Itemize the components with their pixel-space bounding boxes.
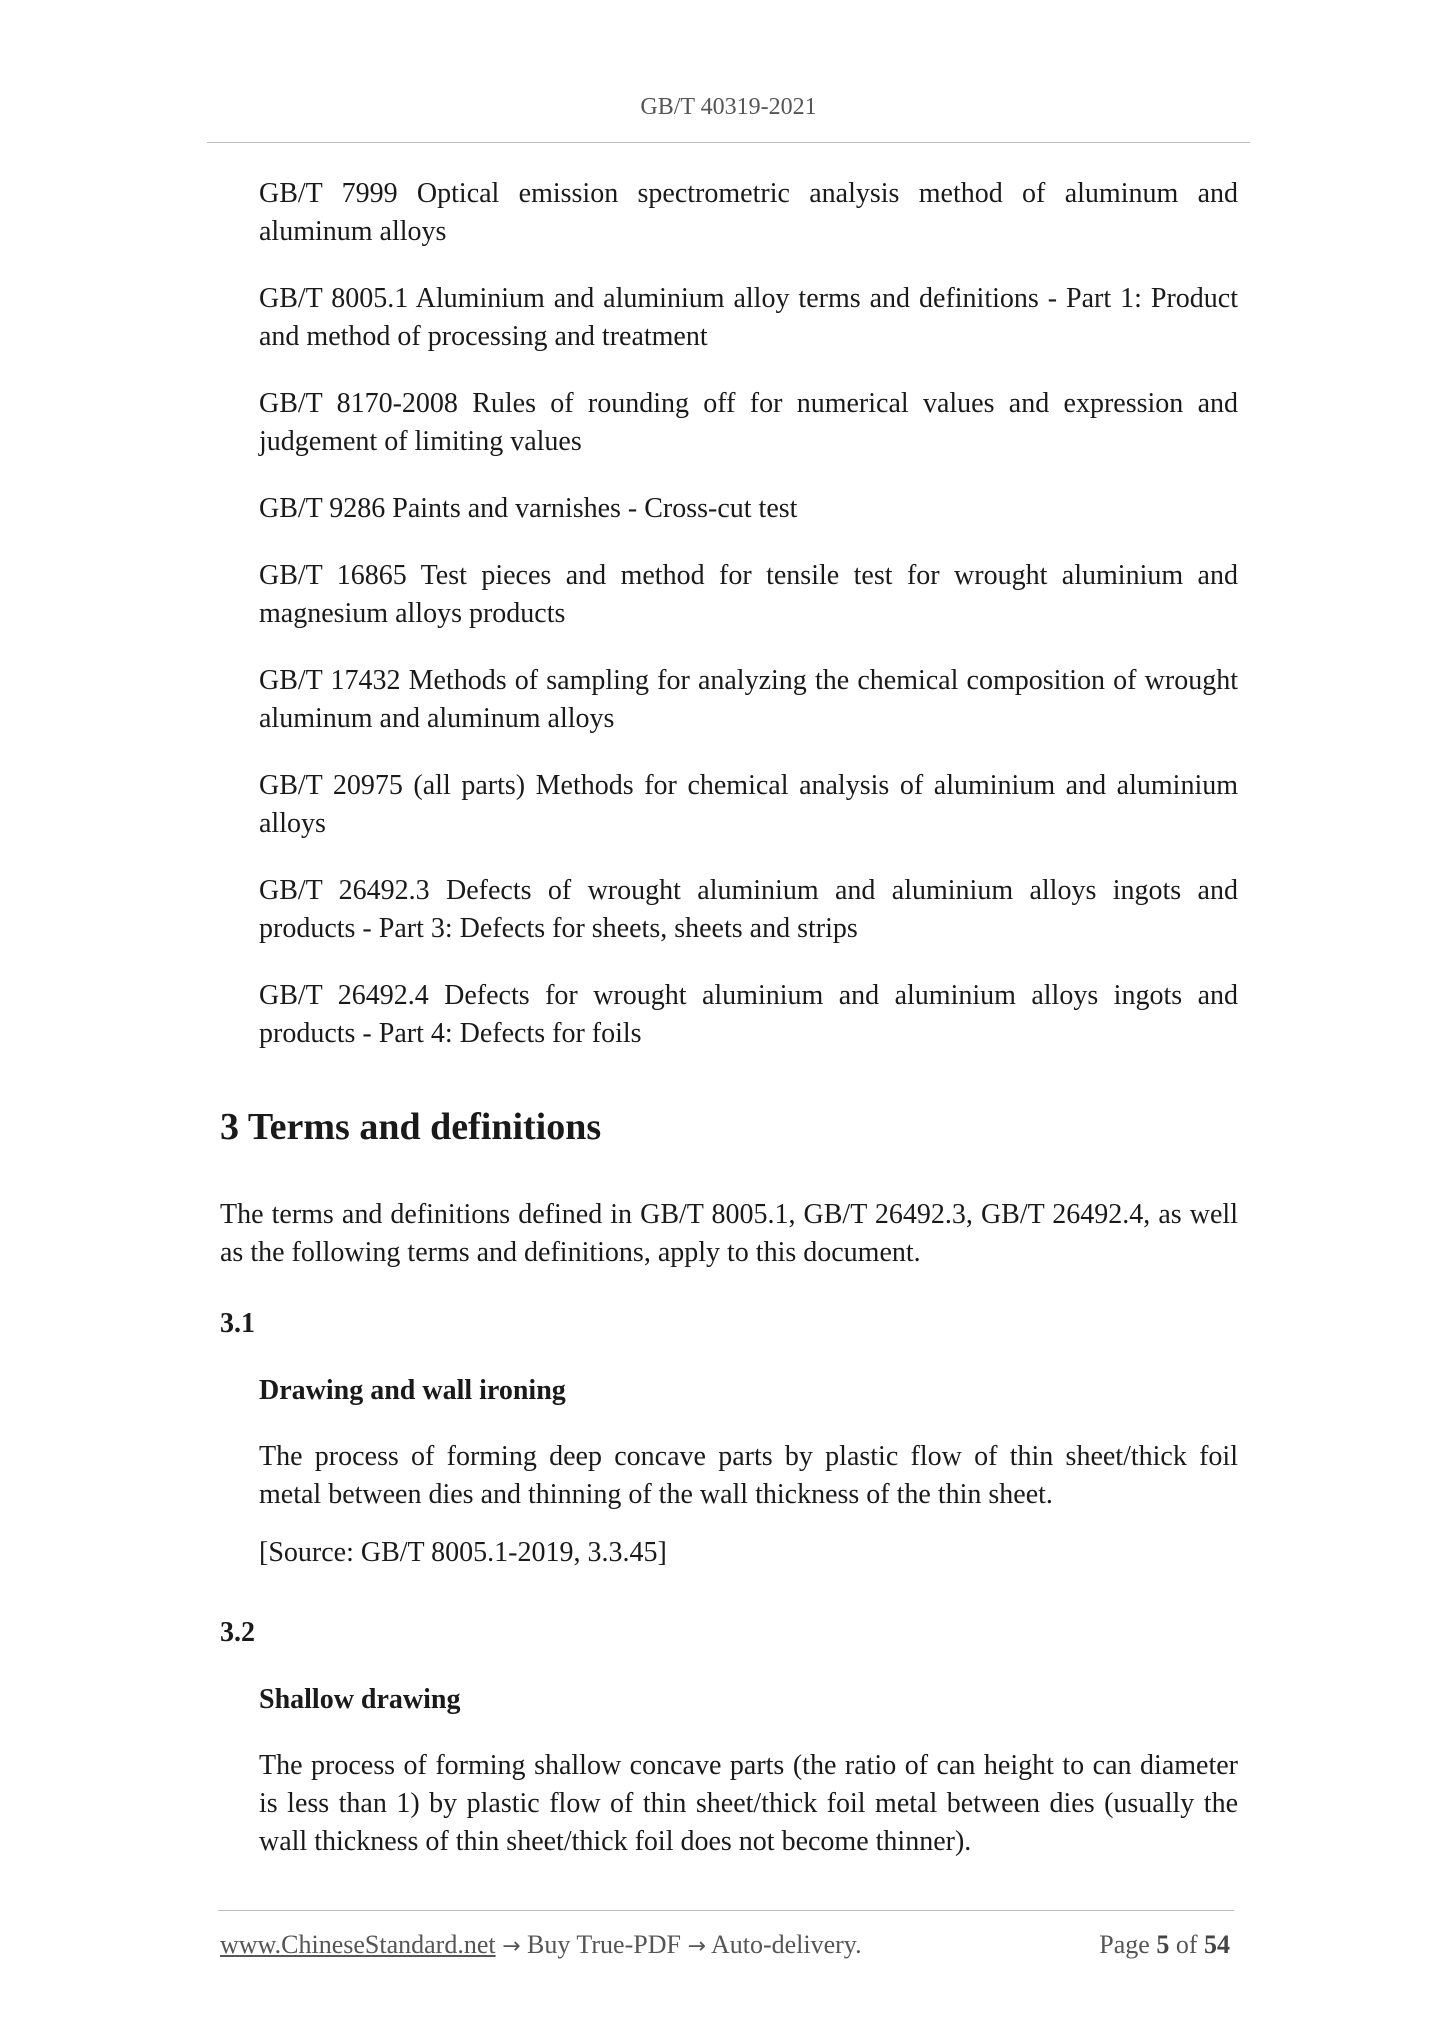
site-link[interactable]: www.ChineseStandard.net	[220, 1930, 496, 1959]
normative-references-list	[259, 175, 1238, 1082]
reference-item: GB/T 16865 Test pieces and method for tensile test for wrought aluminium and magnesium alloys products	[259, 560, 1238, 629]
page-current: 5	[1156, 1930, 1170, 1959]
term-definition: The process of forming shallow concave parts (the ratio of can height to can diameter is less than 1) by plastic flow of thin sheet/thick foil metal between dies (usually the wall thickness of thin sheet/thick foil does not become thinner).	[259, 1750, 1238, 1857]
term-title: Shallow drawing	[259, 1684, 461, 1715]
page-indicator	[1099, 1930, 1230, 1960]
reference-item: GB/T 20975 (all parts) Methods for chemical analysis of aluminium and aluminium alloys	[259, 770, 1238, 839]
delivery-text: Auto-delivery.	[710, 1930, 862, 1959]
term-definition: The process of forming deep concave parts by plastic flow of thin sheet/thick foil metal between dies and thinning of the wall thickness of the thin sheet.	[259, 1441, 1238, 1510]
section-intro: The terms and definitions defined in GB/T 8005.1, GB/T 26492.3, GB/T 26492.4, as well as the following terms and definitions, apply to this document.	[220, 1199, 1238, 1268]
section-heading: 3 Terms and definitions	[220, 1106, 602, 1148]
term-title: Drawing and wall ironing	[259, 1375, 566, 1406]
header-divider	[207, 142, 1250, 143]
reference-item: GB/T 26492.4 Defects for wrought aluminium and aluminium alloys ingots and products - Part 4: Defects for foils	[259, 980, 1238, 1049]
term-number: 3.1	[220, 1308, 255, 1339]
reference-item: GB/T 26492.3 Defects of wrought aluminium and aluminium alloys ingots and products - Part 3: Defects for sheets, sheets and strips	[259, 875, 1238, 944]
arrow-right-icon: →	[687, 1934, 706, 1959]
reference-item: GB/T 8170-2008 Rules of rounding off for numerical values and expression and judgement of limiting values	[259, 388, 1238, 457]
term-source: [Source: GB/T 8005.1-2019, 3.3.45]	[259, 1537, 667, 1568]
page-of: of	[1175, 1930, 1198, 1959]
reference-item: GB/T 8005.1 Aluminium and aluminium alloy terms and definitions - Part 1: Product and method of processing and treatment	[259, 283, 1238, 352]
footer-divider	[218, 1910, 1234, 1911]
buy-text: Buy True-PDF	[527, 1930, 681, 1959]
page-total: 54	[1204, 1930, 1230, 1959]
reference-item: GB/T 7999 Optical emission spectrometric analysis method of aluminum and aluminum alloys	[259, 178, 1238, 247]
page-label: Page	[1099, 1930, 1150, 1959]
arrow-right-icon: →	[502, 1934, 521, 1959]
page-footer	[220, 1930, 1230, 1960]
reference-item: GB/T 9286 Paints and varnishes - Cross-cut test	[259, 493, 798, 524]
term-number: 3.2	[220, 1617, 255, 1648]
running-header: GB/T 40319-2021	[640, 94, 817, 120]
reference-item: GB/T 17432 Methods of sampling for analyzing the chemical composition of wrought aluminum and aluminum alloys	[259, 665, 1238, 734]
